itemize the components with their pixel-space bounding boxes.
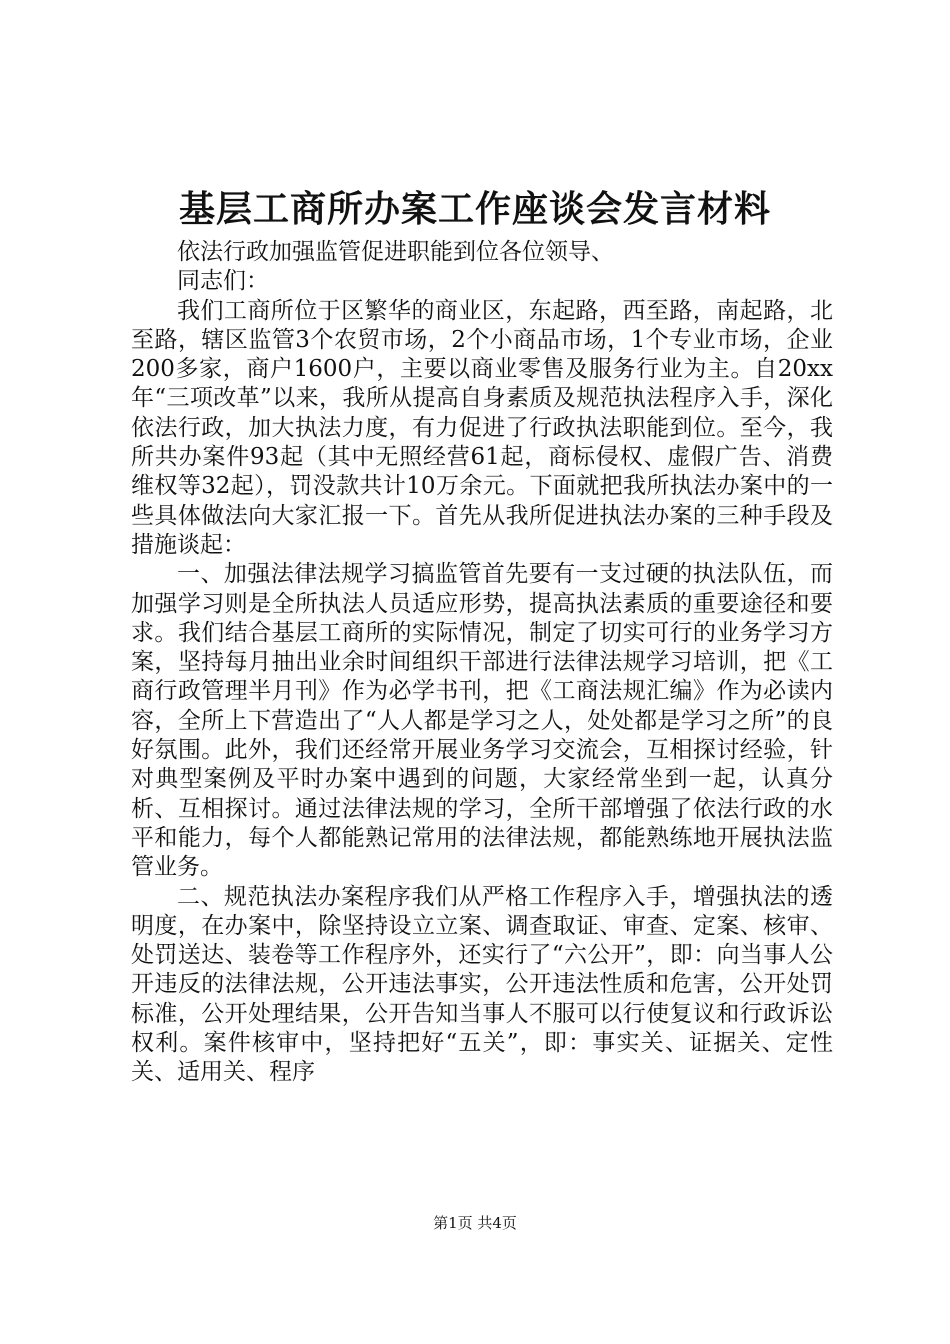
paragraph-section-two: 二、规范执法办案程序我们从严格工作程序入手，增强执法的透明度，在办案中，除坚持设立立案、调查取证、审查、定案、核审、处罚送达、装卷等工作程序外，还实行了“六公开”，即：向当事人公开违反的法律法规，公开违法事实，公开违法性质和危害，公开处罚标准，公开处理结果，公开告知当事人不服可以行使复议和行政诉讼权利。案件核审中，坚持把好“五关”，即：事实关、证据关、定性关、适用关、程序 xyxy=(131,883,833,1086)
paragraph-intro: 我们工商所位于区繁华的商业区，东起路，西至路，南起路，北至路，辖区监管3个农贸市场，2个小商品市场，1个专业市场，企业200多家，商户1600户，主要以商业零售及服务行业为主。自20xx年“三项改革”以来，我所从提高自身素质及规范执法程序入手，深化依法行政，加大执法力度，有力促进了行政执法职能到位。至今，我所共办案件93起（其中无照经营61起，商标侵权、虚假广告、消费维权等32起），罚没款共计10万余元。下面就把我所执法办案中的一些具体做法向大家汇报一下。首先从我所促进执法办案的三种手段及措施谈起： xyxy=(131,297,833,558)
paragraph-salutation: 同志们： xyxy=(177,268,269,295)
paragraph-greeting: 依法行政加强监管促进职能到位各位领导、 xyxy=(177,239,614,265)
document-body xyxy=(131,238,833,1088)
document-title: 基层工商所办案工作座谈会发言材料 xyxy=(178,188,771,230)
paragraph-section-one: 一、加强法律法规学习搞监管首先要有一支过硬的执法队伍，而加强学习则是全所执法人员适应形势，提高执法素质的重要途径和要求。我们结合基层工商所的实际情况，制定了切实可行的业务学习方案，坚持每月抽出业余时间组织干部进行法律法规学习培训，把《工商行政管理半月刊》作为必学书刊，把《工商法规汇编》作为必读内容，全所上下营造出了“人人都是学习之人，处处都是学习之所”的良好氛围。此外，我们还经常开展业务学习交流会，互相探讨经验，针对典型案例及平时办案中遇到的问题，大家经常坐到一起，认真分析、互相探讨。通过法律法规的学习，全所干部增强了依法行政的水平和能力，每个人都能熟记常用的法律法规，都能熟练地开展执法监管业务。 xyxy=(131,561,833,881)
page-footer: 第1页 共4页 xyxy=(433,1214,517,1232)
